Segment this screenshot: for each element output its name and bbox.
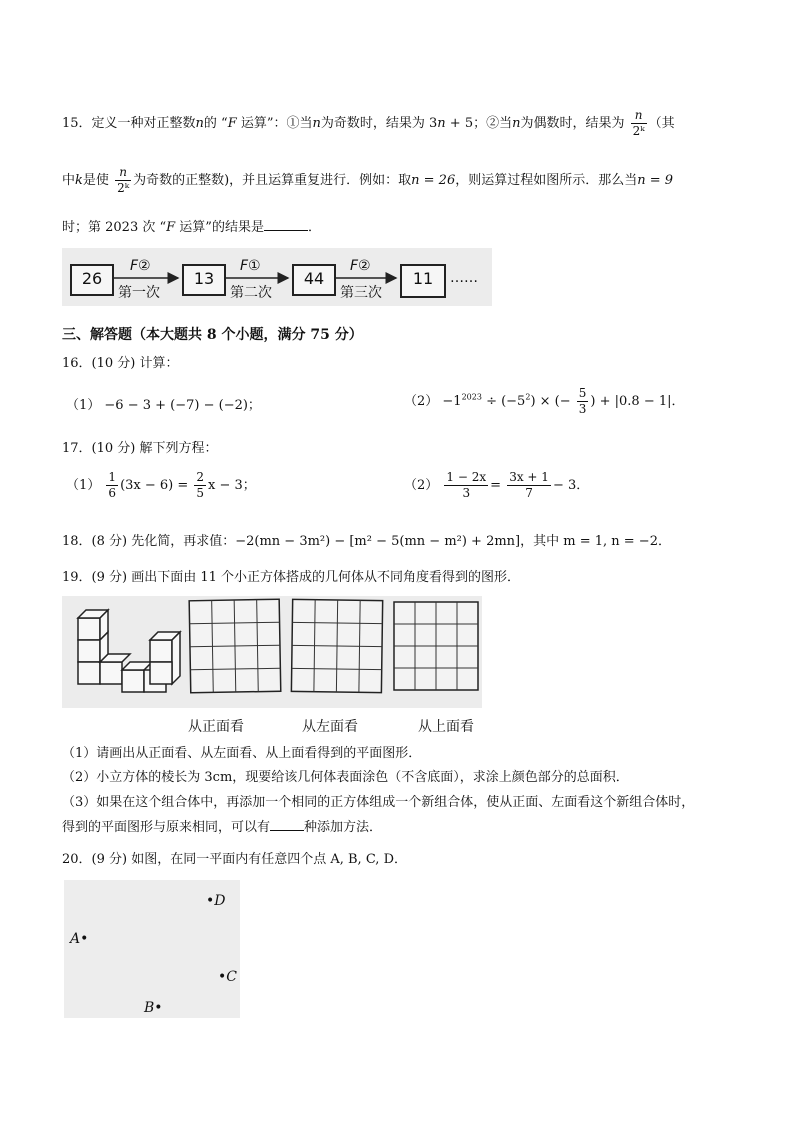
flow-op-label: F① — [240, 258, 261, 274]
q15-math: n = 9 — [637, 173, 674, 188]
frac-den: 7 — [525, 486, 533, 500]
flow-ellipsis: …… — [450, 270, 478, 286]
grid-left — [290, 598, 386, 698]
q19-head: 19．(9 分) 画出下面由 11 个小正方体搭成的几何体从不同角度看得到的图形． — [62, 570, 521, 585]
var-n: n — [512, 116, 521, 131]
q15-text: 运算”：①当 — [236, 116, 313, 131]
q19-part4 — [62, 816, 382, 835]
caption-left-view: 从左面看 — [302, 719, 358, 735]
cube-solid-drawing — [64, 600, 189, 705]
flow-op-label: F② — [350, 258, 371, 274]
flow-step-label: 第二次 — [230, 285, 272, 301]
q19-text: 得到的平面图形与原来相同，可以有 — [62, 820, 271, 835]
var-k: k — [75, 173, 83, 188]
frac-den: 3 — [578, 402, 587, 416]
var-F: F — [166, 220, 176, 235]
q17-text: (3x − 6) = — [120, 478, 189, 493]
grid-front — [188, 598, 284, 698]
q15-text: 是使 — [82, 173, 109, 188]
q17-text: − 3． — [552, 478, 590, 493]
frac-num: 1 — [108, 470, 117, 484]
q17-part1 — [66, 470, 256, 501]
point-D: •D — [206, 893, 226, 909]
q20-text: 20．(9 分) 如图，在同一平面内有任意四个点 A, B, C, D． — [62, 852, 407, 867]
q15-text: 15．定义一种对正整数 — [62, 116, 196, 131]
fraction — [507, 470, 551, 501]
point-C: •C — [218, 969, 237, 985]
frac-den: 5 — [196, 486, 205, 500]
answer-blank[interactable] — [270, 818, 304, 831]
q19-text: 种添加方法． — [304, 820, 383, 835]
q16-text: ÷ (−5 — [481, 394, 526, 409]
q19-part2: （2）小立方体的棱长为 3cm，现要给该几何体表面涂色（不含底面），求涂上颜色部分的总面积． — [62, 770, 629, 785]
q17-part2 — [404, 470, 589, 501]
flow-arrows — [0, 0, 794, 320]
fraction — [194, 470, 206, 501]
frac-num: n — [631, 108, 647, 124]
point-B: B• — [144, 1000, 163, 1016]
q19-part1: （1）请画出从正面看、从左面看、从上面看得到的平面图形． — [62, 746, 422, 761]
var-n: n — [195, 116, 204, 131]
exponent: 2023 — [461, 392, 482, 402]
q16-text: ) × (− — [530, 394, 571, 409]
caption-top-view: 从上面看 — [418, 719, 474, 735]
q15-text: （其 — [648, 116, 675, 131]
q18-text: 18．(8 分) 先化简，再求值：−2(mn − 3m²) − [m² − 5(mn − m²) + 2mn]，其中 m = 1, n = −2． — [62, 534, 671, 549]
q15-text: 为奇数时，结果为 3 — [320, 116, 438, 131]
point-label: C — [226, 969, 237, 985]
frac-num: 2 — [196, 470, 205, 484]
caption-front-view: 从正面看 — [188, 719, 244, 735]
frac-den: 3 — [462, 486, 471, 500]
point-A: A• — [70, 931, 89, 947]
point-label: A — [70, 931, 81, 947]
q17-text: = — [490, 478, 502, 493]
point-label: D — [214, 893, 226, 909]
q17-text: （1） — [66, 478, 101, 493]
q15-text: ，则运算过程如图所示．那么当 — [455, 173, 638, 188]
flow-box: 26 — [70, 264, 114, 296]
flow-step-label: 第三次 — [340, 285, 382, 301]
flow-box: 11 — [400, 264, 446, 298]
q17-text: （2） — [404, 478, 439, 493]
flow-box: 44 — [292, 264, 336, 296]
frac-num: 1 − 2x — [446, 470, 487, 484]
exponent: 2 — [525, 392, 531, 402]
q19-part3: （3）如果在这个组合体中，再添加一个相同的正方体组成一个新组合体，使从正面、左面看这个新组合体时， — [62, 795, 695, 810]
point-label: B — [144, 1000, 155, 1016]
q15-text: 的 “ — [203, 116, 228, 131]
q15-text: 为奇数的正整数)，并且运算重复进行．例如：取 — [133, 173, 412, 188]
q15-text: 运算”的结果是 — [175, 220, 264, 235]
frac-den: 2ᵏ — [632, 124, 645, 138]
q15-text: 为偶数时，结果为 — [520, 116, 625, 131]
q17-head: 17．(10 分) 解下列方程： — [62, 441, 218, 456]
flow-op-label: F② — [130, 258, 151, 274]
var-n: n — [437, 116, 446, 131]
fraction — [444, 470, 488, 501]
frac-num: n — [115, 165, 131, 181]
frac-den: 2ᵏ — [117, 181, 130, 195]
fraction-5-3 — [577, 386, 589, 417]
q16-part1: （1） −6 − 3 + (−7) − (−2)； — [66, 398, 261, 413]
q15-text: 中 — [62, 173, 76, 188]
q15-text: 时；第 2023 次 “ — [62, 220, 167, 235]
q16-text: ) + |0.8 − 1|． — [590, 394, 685, 409]
q15-math: n = 26 — [411, 173, 456, 188]
q16-part2 — [404, 386, 685, 417]
grid-top — [392, 600, 482, 696]
flow-step-label: 第一次 — [118, 285, 160, 301]
fraction — [106, 470, 118, 501]
frac-den: 6 — [108, 486, 117, 500]
frac-num: 5 — [578, 386, 587, 400]
q16-text: （2） −1 — [404, 394, 462, 409]
var-n: n — [312, 116, 321, 131]
frac-num: 3x + 1 — [509, 470, 549, 484]
flow-box: 13 — [182, 264, 226, 296]
section-title: 三、解答题（本大题共 8 个小题，满分 75 分） — [62, 327, 363, 343]
q16-head: 16．(10 分) 计算： — [62, 356, 179, 371]
q15-text: + 5；②当 — [445, 116, 513, 131]
var-F: F — [227, 116, 237, 131]
q17-text: x − 3； — [208, 478, 256, 493]
q15-text: ． — [307, 220, 321, 235]
